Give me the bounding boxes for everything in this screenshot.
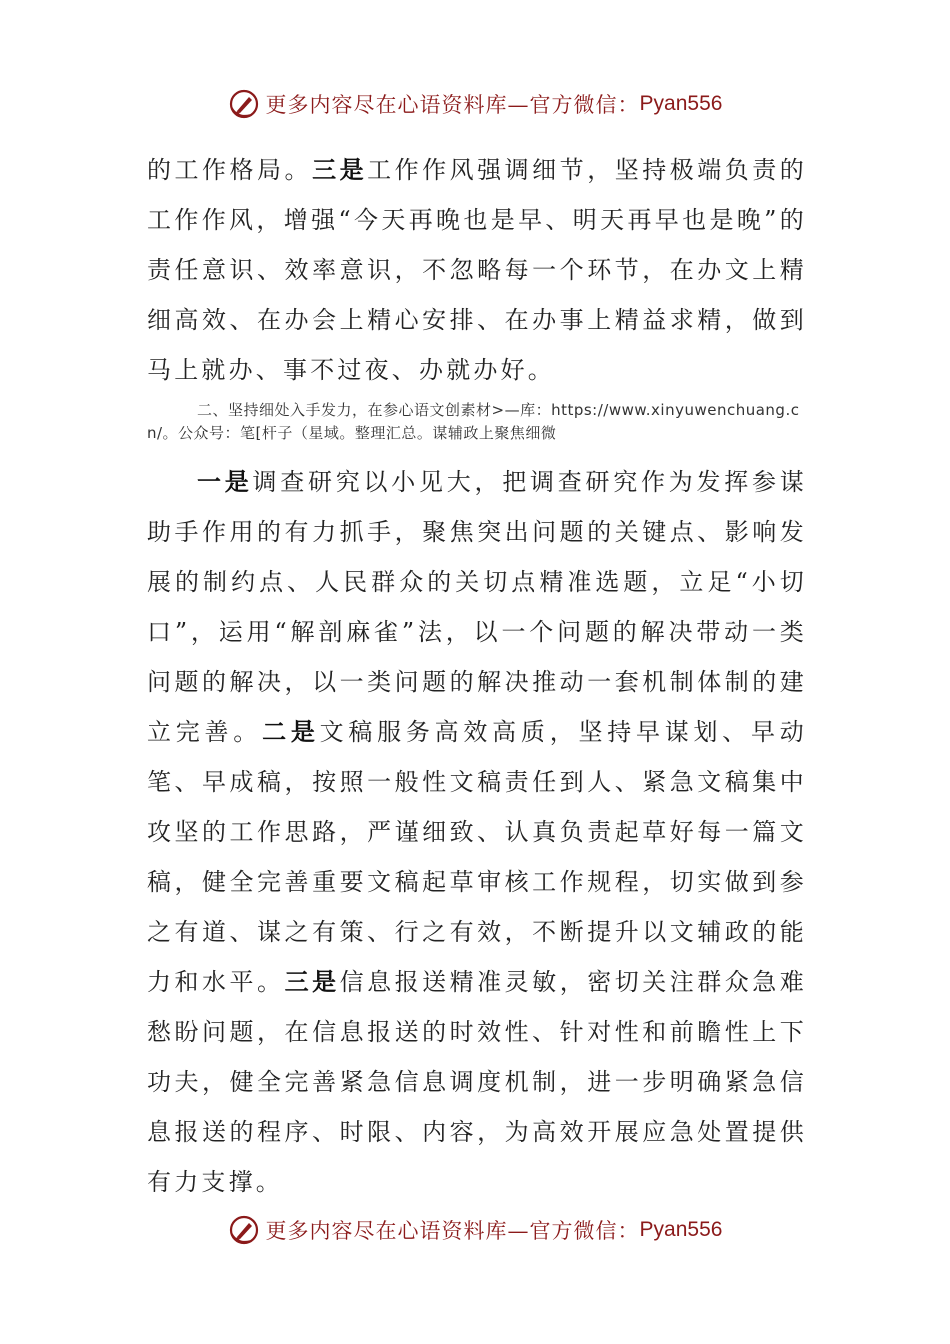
banner-wechat-id: Pyan556 [639,92,723,115]
footer-banner [0,1210,950,1250]
paragraph-work-style [147,145,807,395]
bold-marker: 三是 [284,968,340,996]
paragraph-text: 工作作风强调细节，坚持极端负责的工作作风，增强“今天再晚也是早、明天再早也是晚”的责任意识、效率意识，不忽略每一个环节，在办文上精细高效、在办会上精心安排、在办事上精益求精，做到马上就办、事不过夜、办就办好。 [147,156,807,384]
bold-marker: 二是 [262,718,320,746]
banner-text: 更多内容尽在心语资料库—官方微信： [265,1219,640,1243]
paragraph-details [147,457,807,1207]
paragraph-text: 文稿服务高效高质，坚持早谋划、早动笔、早成稿，按照一般性文稿责任到人、紧急文稿集中攻坚的工作思路，严谨细致、认真负责起草好每一篇文稿，健全完善重要文稿起草审核工作规程，切实做到参之有道、谋之有策、行之有效，不断提升以文辅政的能力和水平。 [147,718,807,996]
banner-wechat-id: Pyan556 [639,1218,723,1241]
bold-marker: 一是 [197,468,253,496]
paragraph-text: 信息报送精准灵敏，密切关注群众急难愁盼问题，在信息报送的时效性、针对性和前瞻性上下功夫，健全完善紧急信息调度机制，进一步明确紧急信息报送的程序、时限、内容，为高效开展应急处置提供有力支撑。 [147,968,807,1196]
paragraph-text: 的工作格局。 [147,156,313,184]
bold-marker: 三是 [312,156,368,184]
banner-text: 更多内容尽在心语资料库—官方微信： [265,93,640,117]
pen-logo-icon [228,88,260,120]
paragraph-text: 调查研究以小见大，把调查研究作为发挥参谋助手作用的有力抓手，聚焦突出问题的关键点、影响发展的制约点、人民群众的关切点精准选题，立足“小切口”，运用“解剖麻雀”法，以一个问题的解决带动一类问题的解决，以一类问题的解决推动一套机制体制的建立完善。 [147,468,808,746]
header-banner [0,84,950,124]
document-body [147,145,807,1207]
pen-logo-icon [228,1214,260,1246]
section-heading: 二、坚持细处入手发力，在参心语文创素材>—库：https://www.xinyuwenchuang.cn/。公众号：笔[杆子（星域。整理汇总。谋辅政上聚焦细微 [147,401,800,442]
